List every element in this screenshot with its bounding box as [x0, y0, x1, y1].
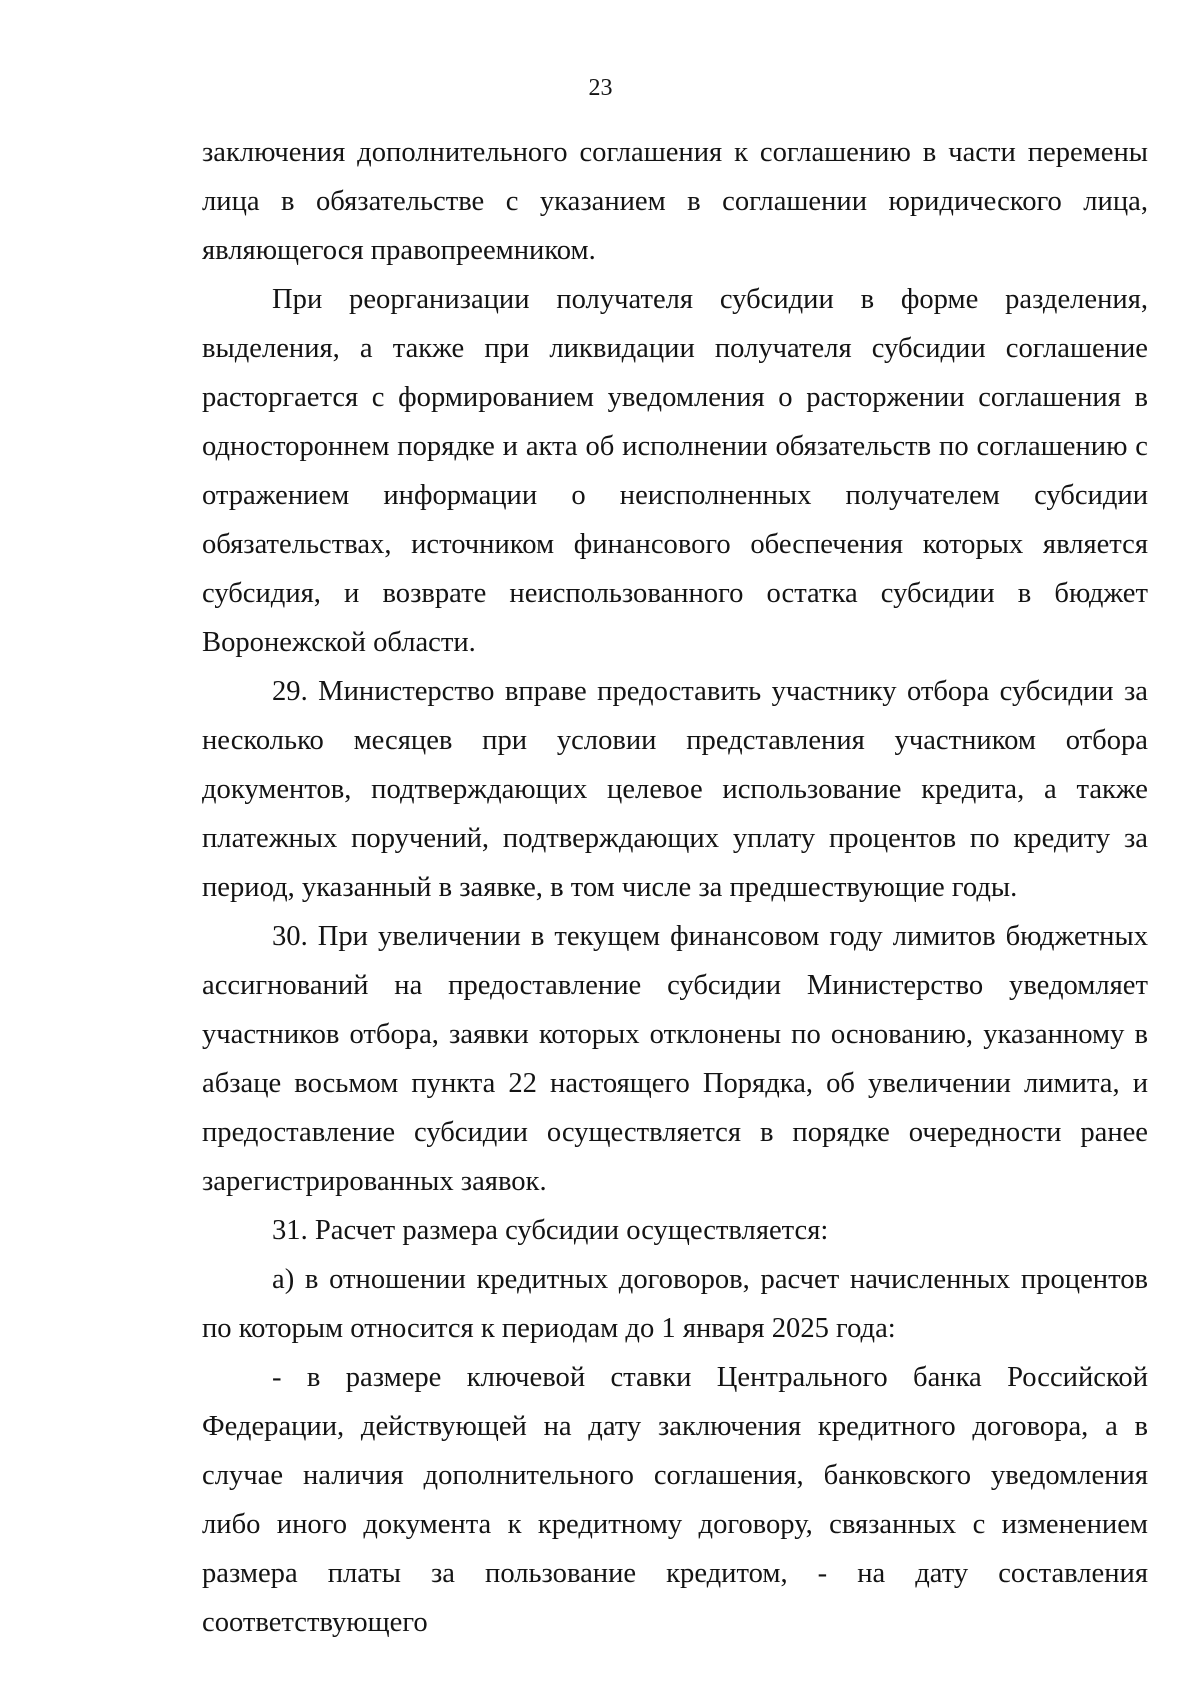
- paragraph-item-30: 30. При увеличении в текущем финансовом году лимитов бюджетных ассигнований на предоставление субсидии Министерство уведомляет участников отбора, заявки которых отклонены по основанию, указанному в абзаце восьмом пункта 22 настоящего Порядка, об увеличении лимита, и предоставление субсидии осуществляется в порядке очередности ранее зарегистрированных заявок.: [202, 921, 1148, 1197]
- paragraph-item-29: 29. Министерство вправе предоставить участнику отбора субсидии за несколько месяцев при условии представления участником отбора документов, подтверждающих целевое использование кредита, а также платежных поручений, подтверждающих уплату процентов по кредиту за период, указанный в заявке, в том числе за предшествующие годы.: [202, 676, 1148, 903]
- paragraph-item-31-a: а) в отношении кредитных договоров, расчет начисленных процентов по которым относится к периодам до 1 января 2025 года:: [202, 1264, 1148, 1344]
- page-number: 23: [588, 75, 613, 101]
- document-body: [202, 128, 1148, 1647]
- paragraph-reorganization: При реорганизации получателя субсидии в форме разделения, выделения, а также при ликвидации получателя субсидии соглашение расторгается с формированием уведомления о расторжении соглашения в одностороннем порядке и акта об исполнении обязательств по соглашению с отражением информации о неисполненных получателем субсидии обязательствах, источником финансового обеспечения которых является субсидия, и возврате неиспользованного остатка субсидии в бюджет Воронежской области.: [202, 284, 1148, 658]
- paragraph-item-31: 31. Расчет размера субсидии осуществляется:: [272, 1215, 829, 1246]
- paragraph-item-31-a-bullet: - в размере ключевой ставки Центрального банка Российской Федерации, действующей на дату заключения кредитного договора, а в случае наличия дополнительного соглашения, банковского уведомления либо иного документа к кредитному договору, связанных с изменением размера платы за пользование кредитом, - на дату составления соответствующего: [202, 1362, 1148, 1638]
- paragraph-continuation: заключения дополнительного соглашения к соглашению в части перемены лица в обязательстве с указанием в соглашении юридического лица, являющегося правопреемником.: [202, 137, 1148, 266]
